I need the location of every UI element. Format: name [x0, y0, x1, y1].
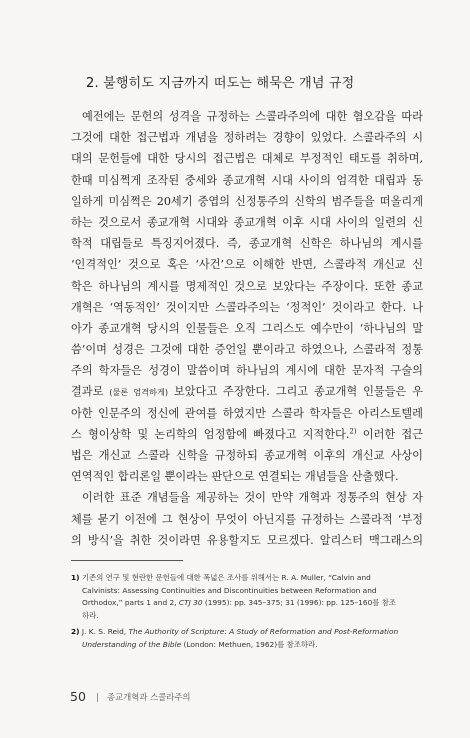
text-line: 연역적인 합리론일 뿐이라는 판단으로 연결되는 개념들을 산출했다.	[71, 470, 399, 484]
book-title: Understanding of the Bible	[82, 639, 182, 649]
footnote-text: Orthodox,” parts 1 and 2,	[82, 598, 179, 608]
page-number: 50	[70, 689, 86, 704]
text-line: ‘인격적인’ 것으로 혹은 ‘사건’으로 이해한 반면, 스콜라적 개신교 신	[71, 258, 423, 272]
footer-separator: |	[95, 693, 99, 703]
footnote-text: (1995): pp. 345–375; 31 (1996): pp. 125–160를 참조	[202, 598, 397, 608]
text-line: 법은 개신교 스콜라 신학을 규정하되 종교개혁 이후의 개신교 사상이	[71, 449, 423, 462]
text-line: 한때 미심쩍게 조작된 중세와 종교개혁 시대 사이의 엄격한 대립과 동	[71, 173, 423, 187]
footnote-line	[71, 572, 427, 585]
text-segment: 보았다고 주장한다. 그리고 종교개혁 인물들은 우	[168, 385, 423, 399]
text-line: 학은 하나님의 계시를 명제적인 것으로 보았다는 주장이다. 또한 종교	[71, 279, 423, 293]
text-line: 아가 종교개혁 당시의 인물들은 오직 그리스도 예수만이 ‘하나님의 말	[71, 321, 423, 335]
text-line	[71, 424, 423, 445]
footnote-number: 1)	[71, 573, 80, 582]
footnote-line: Calvinists: Assessing Continuities and Discontinuities between Reformation and	[82, 585, 377, 595]
text-segment: 스 형이상학 및 논리학의 엄정함에 빠졌다고 지적한다.	[71, 427, 350, 441]
text-line: 그것에 대한 접근법과 개념을 정하려는 경향이 있었다. 스콜라주의 시	[71, 131, 423, 145]
text-line: 의 방식’을 취한 것이라면 유용할지도 모르겠다. 알리스터 맥그래스의	[71, 533, 423, 547]
footnote-text: J. K. S. Reid,	[79, 627, 129, 637]
text-segment: 이러한 접근	[356, 427, 423, 441]
footnote-line	[71, 639, 427, 652]
text-line: 체를 묻기 이전에 그 현상이 무엇이 아닌지를 규정하는 스콜라적 ‘부정	[71, 512, 423, 526]
book-title: The Authority of Scripture: A Study of Reformation and Post-Reformation	[128, 627, 399, 637]
footnote-number: 2)	[71, 627, 80, 637]
footnote-ref: 2)	[349, 427, 357, 436]
text-line: 주의 학자들은 성경이 말씀이며 하나님의 계시에 대한 문자적 구술의	[71, 364, 423, 378]
footnote-line	[71, 626, 427, 639]
text-line: 학적 대립들로 특징지어졌다. 즉, 종교개혁 신학은 하나님의 계시를	[71, 237, 423, 251]
journal-title: CTJ 30	[178, 598, 203, 608]
footnote-text: 기존의 연구 및 현란한 문헌들에 대한 폭넓은 조사를 위해서는 R. A. Muller, “Calvin and	[79, 573, 371, 582]
text-line: 하는 것으로서 종교개혁 시대와 종교개혁 이후 시대 사이의 일련의 신	[71, 215, 423, 229]
page-footer	[70, 686, 191, 705]
footnote-1	[71, 572, 427, 622]
footnote-divider	[71, 560, 183, 561]
text-line: 씀’이며 성경은 그것에 대한 증언일 뿐이라고 하였으나, 스콜라적 정통	[71, 343, 423, 357]
text-line: 일하게 미심쩍은 20세기 중엽의 신정통주의 신학의 범주들을 떠올리게	[71, 194, 423, 208]
inline-aside: (물론 엄격하게)	[109, 387, 169, 398]
footnote-line: 하라.	[82, 610, 99, 620]
text-line: 개혁은 ‘역동적인’ 것이지만 스콜라주의는 ‘정적인’ 것이라고 한다. 나	[71, 300, 423, 314]
running-title: 종교개혁과 스콜라주의	[106, 692, 191, 702]
text-segment: 결과로	[71, 385, 110, 399]
body-text	[71, 106, 423, 551]
footnotes	[71, 572, 427, 656]
text-line: 예전에는 문헌의 성격을 규정하는 스콜라주의에 대한 혐오감을 따라	[82, 110, 423, 123]
text-line: 대의 문헌들에 대한 당시의 접근법은 대체로 부정적인 태도를 취하며,	[71, 152, 423, 166]
text-line: 아한 인문주의 정신에 관여를 하였지만 스콜라 학자들은 아리스토텔레	[71, 406, 423, 420]
section-heading: 2. 불행히도 지금까지 떠도는 해묵은 개념 규정	[86, 76, 355, 91]
text-line	[71, 381, 423, 402]
footnote-line	[71, 597, 427, 610]
text-line: 이러한 표준 개념들을 제공하는 것이 만약 개혁과 정통주의 현상 자	[82, 491, 423, 505]
footnote-text: (London: Methuen, 1962)를 참조하라.	[181, 639, 318, 649]
footnote-2	[71, 626, 427, 651]
